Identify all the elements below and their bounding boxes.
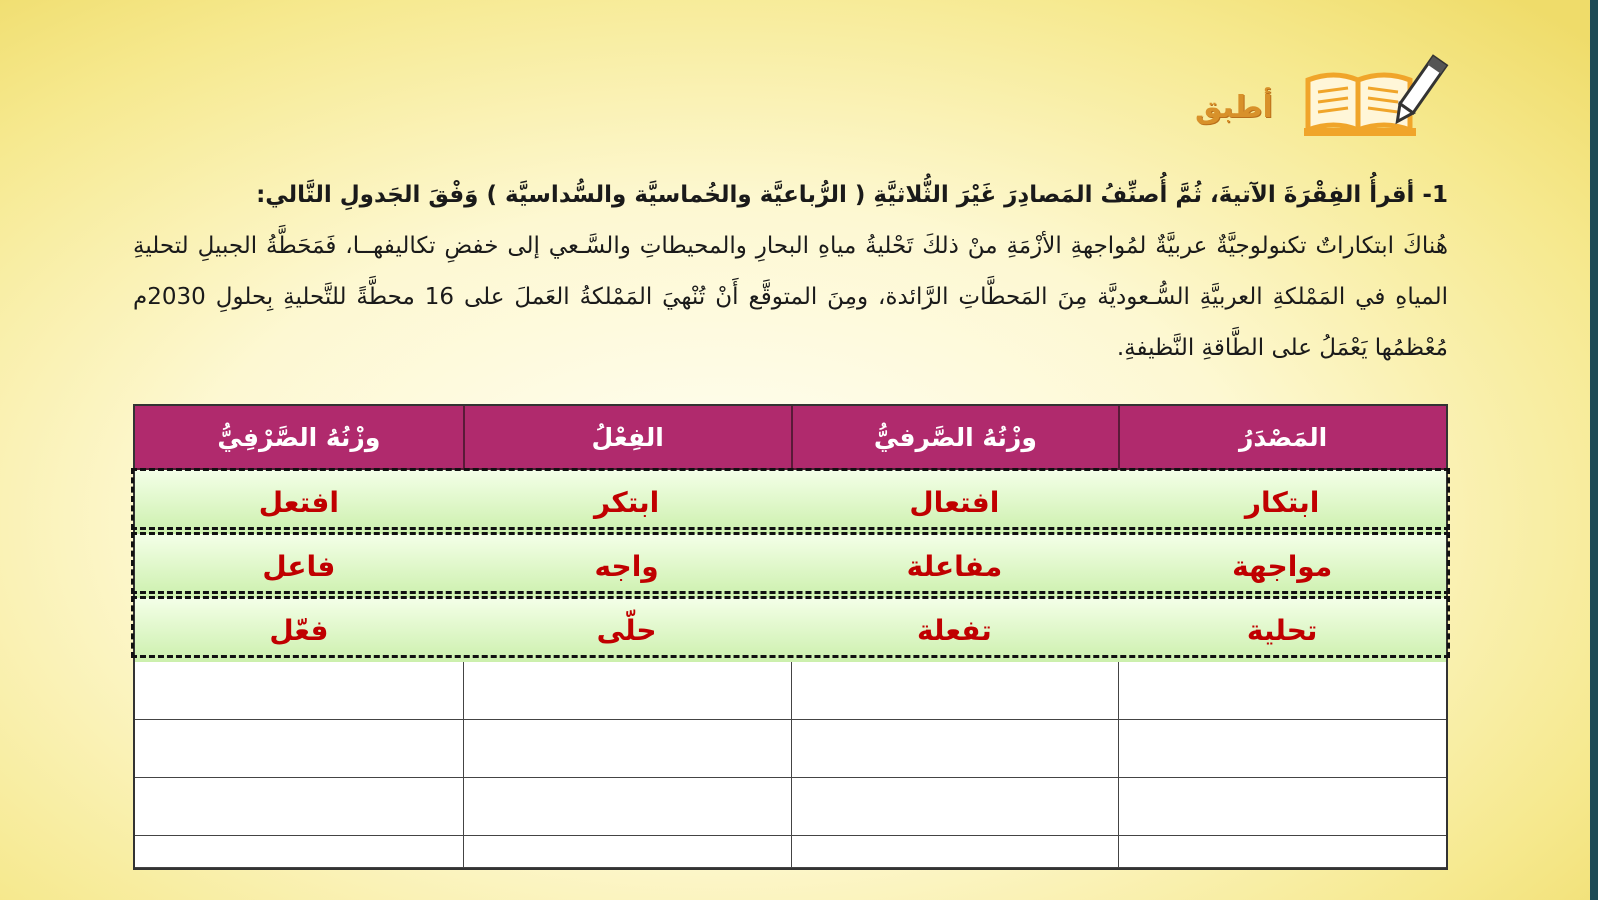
answer-cell: افتعال xyxy=(791,470,1119,534)
empty-cell[interactable] xyxy=(1118,778,1446,836)
empty-cell[interactable] xyxy=(463,720,791,778)
answer-cell: فعّل xyxy=(135,598,463,662)
empty-cell[interactable] xyxy=(791,720,1119,778)
answer-cell: تحلية xyxy=(1118,598,1446,662)
reading-paragraph: هُناكَ ابتكاراتٌ تكنولوجيَّةٌ عربيَّةٌ لمُواجهةِ الأزْمَةِ منْ ذلكَ تَحْليةُ مياهِ البحارِ والمحيطاتِ والسَّـعي إلى خفضِ تكاليفهــا، فَمَحَطَّةُ الجبيلِ لتحليةِ المياهِ في المَمْلكةِ العربيَّةِ السُّـعوديَّة مِنَ المَحطَّاتِ الرَّائدة، ومِنَ المتوقَّع أَنْ تُنْهيَ المَمْلكةُ العَملَ على 16 محطَّةً للتَّحليةِ بِحلولِ 2030م مُعْظمُها يَعْمَلُ على الطَّاقةِ النَّظيفةِ. xyxy=(133,233,1448,361)
empty-cell[interactable] xyxy=(463,662,791,720)
answer-cell: افتعل xyxy=(135,470,463,534)
empty-cell[interactable] xyxy=(463,778,791,836)
answer-cell: ابتكر xyxy=(463,470,791,534)
table-header-cell: المَصْدَرُ xyxy=(1118,406,1446,470)
empty-cell[interactable] xyxy=(1118,720,1446,778)
book-pencil-icon xyxy=(1300,52,1450,148)
answer-cell: تفعلة xyxy=(791,598,1119,662)
empty-cell[interactable] xyxy=(791,662,1119,720)
empty-cell[interactable] xyxy=(135,662,463,720)
answer-cell: ابتكار xyxy=(1118,470,1446,534)
answer-cell: مفاعلة xyxy=(791,534,1119,598)
empty-cell[interactable] xyxy=(1118,836,1446,868)
table-header-cell: وزْنُهُ الصَّرفيُّ xyxy=(791,406,1119,470)
empty-cell[interactable] xyxy=(135,778,463,836)
answer-cell: مواجهة xyxy=(1118,534,1446,598)
empty-cell[interactable] xyxy=(791,778,1119,836)
empty-cell[interactable] xyxy=(791,836,1119,868)
empty-cell[interactable] xyxy=(135,720,463,778)
heading-label: أطبق xyxy=(1195,90,1273,125)
empty-cell[interactable] xyxy=(1118,662,1446,720)
classification-table xyxy=(133,404,1448,870)
exercise-text xyxy=(133,170,1448,374)
answer-cell: حلّى xyxy=(463,598,791,662)
section-heading xyxy=(1195,50,1455,150)
empty-cell[interactable] xyxy=(135,836,463,868)
table-header-cell: وزْنُهُ الصَّرْفِيُّ xyxy=(135,406,463,470)
answer-cell: واجه xyxy=(463,534,791,598)
edge-strip xyxy=(1590,0,1598,900)
empty-cell[interactable] xyxy=(463,836,791,868)
answer-cell: فاعل xyxy=(135,534,463,598)
question-instruction: 1- أقرأُ الفِقْرَةَ الآتيةَ، ثُمَّ أُصنِّفُ المَصادِرَ غَيْرَ الثُّلاثيَّةِ ( الرُّباعيَّة والخُماسيَّة والسُّداسيَّة ) وَفْقَ الجَدولِ التَّالي: xyxy=(256,182,1448,208)
table-header-cell: الفِعْلُ xyxy=(463,406,791,470)
